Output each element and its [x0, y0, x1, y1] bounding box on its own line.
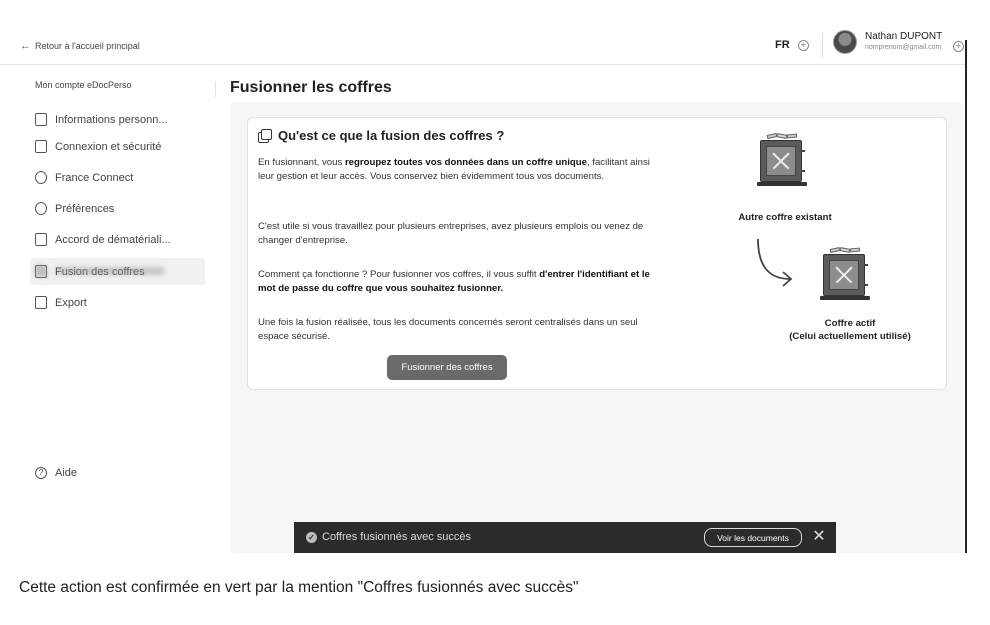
paragraph-bold: regroupez toutes vos données dans un coffre unique	[344, 157, 587, 168]
sidebar-item-dematerialisation[interactable]	[35, 226, 210, 253]
caption-active-sub: (Celui actuellement utilisé)	[789, 331, 911, 342]
caption-active-vault	[780, 317, 920, 343]
merge-icon	[258, 129, 271, 142]
plus-circle-icon: +	[798, 40, 809, 51]
sidebar-item-label: Export	[55, 296, 87, 309]
sidebar-item-franceconnect[interactable]	[35, 164, 210, 191]
help-icon: ?	[35, 467, 47, 479]
language-selector[interactable]	[775, 39, 809, 51]
paragraph-text: Comment ça fonctionne ? Pour fusionner vos coffres, il vous suffit	[258, 269, 540, 280]
image-caption: Cette action est confirmée en vert par la mention "Coffres fusionnés avec succès"	[19, 579, 579, 596]
sidebar-item-security[interactable]	[35, 133, 210, 160]
paragraph-use-case	[258, 220, 653, 248]
toast-message: Coffres fusionnés avec succès	[322, 531, 471, 543]
avatar	[833, 30, 857, 54]
paragraph-result	[258, 316, 653, 344]
help-label: Aide	[55, 467, 78, 479]
sidebar-item-label: Connexion et sécurité	[55, 140, 162, 153]
card-title-text: Qu'est ce que la fusion des coffres ?	[278, 128, 505, 143]
view-documents-button[interactable]: Voir les documents	[704, 528, 802, 547]
caption-other-vault: Autre coffre existant	[738, 212, 832, 223]
paragraph-text: Une fois la fusion réalisée, tous les documents concernés seront centralisés dans un seul espace sécurisé.	[258, 317, 638, 342]
header-divider	[822, 33, 823, 57]
frame-border	[965, 40, 967, 553]
sidebar-item-label: Informations personn...	[55, 113, 168, 126]
paragraph-intro	[258, 156, 653, 184]
check-circle-icon: ✓	[306, 532, 317, 543]
paragraph-text: , facilitant ainsi leur gestion et leur accès. Vous conservez bien évidemment tous vos documents.	[258, 157, 650, 182]
back-link[interactable]	[20, 40, 140, 52]
merge-vaults-button[interactable]: Fusionner des coffres	[387, 355, 507, 380]
paragraph-bold: d'entrer l'identifiant et le mot de passe du coffre que vous souhaitez fusionner.	[258, 269, 650, 294]
user-email: nomprenom@gmail.com	[865, 44, 942, 51]
user-info	[865, 31, 942, 53]
sidebar-divider	[215, 81, 216, 97]
sidebar-item-export[interactable]	[35, 289, 210, 316]
franceconnect-icon	[35, 171, 47, 184]
user-menu[interactable]	[833, 30, 942, 54]
language-label: FR	[775, 39, 790, 51]
sidebar-title: Mon compte eDocPerso	[35, 80, 132, 90]
back-link-label: Retour à l'accueil principal	[35, 41, 140, 51]
id-card-icon	[35, 113, 47, 126]
gear-icon	[35, 202, 47, 215]
blurred-icon	[35, 265, 47, 277]
sidebar-item-preferences[interactable]	[35, 195, 210, 222]
user-menu-plus-icon[interactable]: +	[953, 41, 964, 52]
close-icon[interactable]: ✕	[812, 528, 826, 545]
sidebar-item-label: France Connect	[55, 171, 134, 184]
sidebar-item-label: Préférences	[55, 202, 115, 215]
lock-icon	[35, 140, 47, 153]
success-toast	[294, 522, 836, 553]
caption-active-title: Coffre actif	[824, 318, 876, 329]
export-icon	[35, 296, 47, 309]
top-bar	[0, 0, 966, 65]
card-title	[258, 128, 504, 143]
help-link[interactable]	[35, 467, 77, 479]
arrow-left-icon: ←	[20, 40, 31, 52]
user-name: Nathan DUPONT	[865, 31, 943, 42]
vault-icon-other	[757, 132, 807, 187]
vault-icon-active	[820, 246, 870, 301]
sidebar-item-informations[interactable]	[35, 106, 210, 133]
paragraph-text: En fusionnant, vous	[258, 157, 345, 168]
document-sign-icon	[35, 233, 47, 246]
sidebar-item-label: Accord de dématériali...	[55, 233, 171, 246]
paragraph-text: C'est utile si vous travaillez pour plusieurs entreprises, avez plusieurs emplois ou venez de changer d'entreprise.	[258, 221, 644, 246]
sidebar-item-blurred[interactable]	[35, 262, 185, 280]
arrow-curved-icon	[750, 235, 800, 290]
page-title: Fusionner les coffres	[230, 79, 392, 96]
paragraph-how	[258, 268, 653, 296]
blurred-label	[55, 267, 165, 275]
